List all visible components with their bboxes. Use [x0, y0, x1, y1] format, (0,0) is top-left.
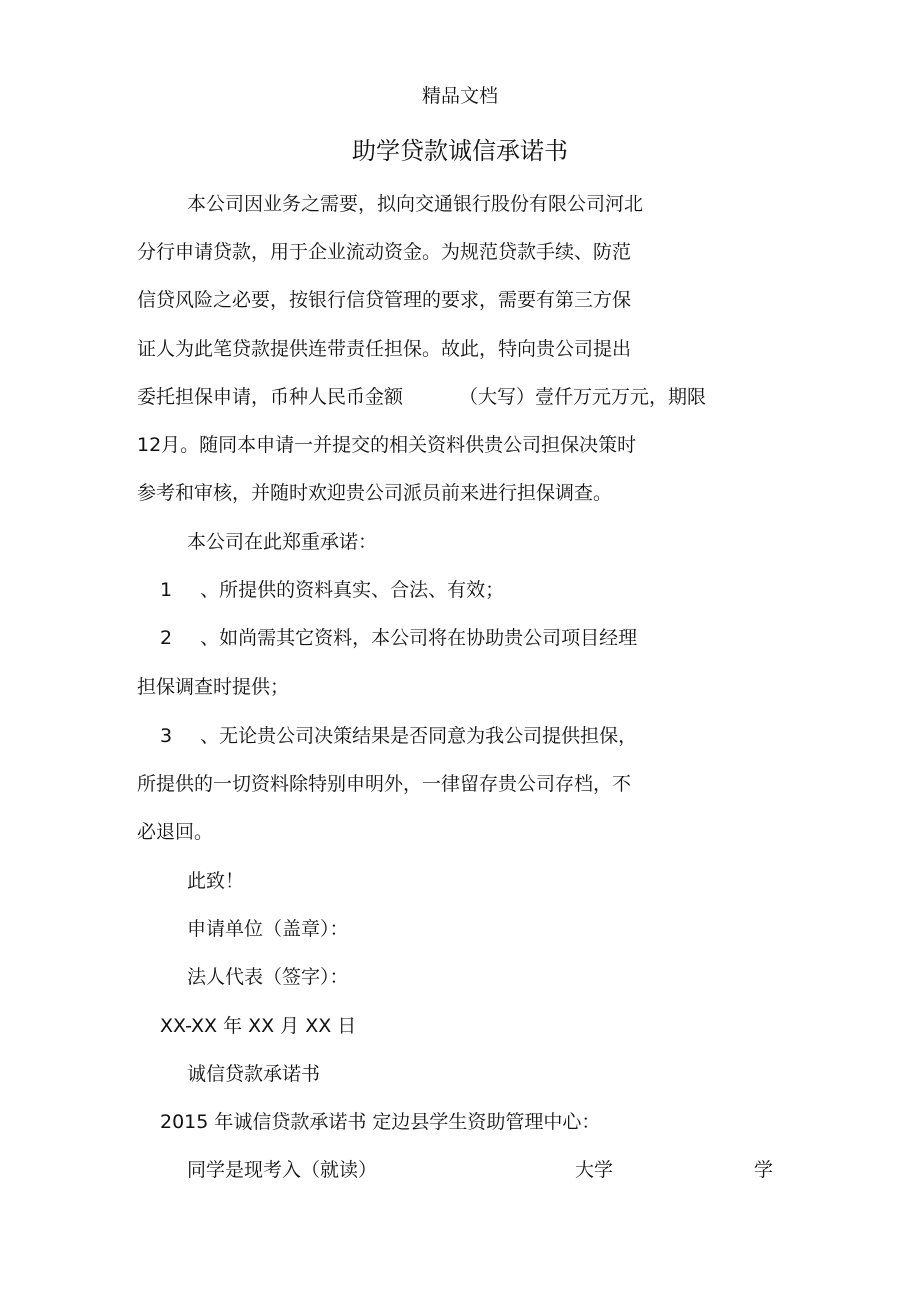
item-text: 、无论贵公司决策结果是否同意为我公司提供担保，	[200, 725, 638, 747]
item-number: 3	[160, 725, 173, 747]
promise-intro: 本公司在此郑重承诺：	[187, 531, 378, 553]
last-line	[187, 1158, 787, 1182]
para1-line6: 12月。随同本申请一并提交的相关资料供贵公司担保决策时	[137, 434, 637, 456]
para1-line7: 参考和审核，并随时欢迎贵公司派员前来进行担保调查。	[137, 482, 613, 504]
last-line-part-a: 同学是现考入（就读）	[187, 1159, 378, 1181]
para1-line3: 信贷风险之必要，按银行信贷管理的要求，需要有第三方保	[137, 289, 632, 311]
para1-line5-part1: 委托担保申请，币种人民币金额	[137, 386, 404, 408]
item-text: 、如尚需其它资料，本公司将在协助贵公司项目经理	[200, 627, 638, 649]
page-header: 精品文档	[421, 85, 498, 107]
promise-item-2-cont: 担保调查时提供；	[137, 676, 290, 698]
closing: 此致！	[187, 870, 245, 892]
promise-item-2	[160, 626, 637, 650]
date-line: XX-XX 年 XX 月 XX 日	[160, 1015, 357, 1037]
para1-line1: 本公司因业务之需要，拟向交通银行股份有限公司河北	[187, 193, 644, 215]
promise-item-3	[160, 724, 637, 748]
promise-item-3-cont2: 必退回。	[137, 821, 214, 843]
sub-title: 诚信贷款承诺书	[187, 1063, 321, 1085]
applicant-label: 申请单位（盖章）：	[187, 918, 349, 940]
para1-line5-part2: （大写）壹仟万元万元，期限	[459, 386, 707, 408]
promise-item-3-cont: 所提供的一切资料除特别申明外，一律留存贵公司存档，不	[137, 773, 632, 795]
promise-item-1	[160, 578, 504, 602]
item-text: 、所提供的资料真实、合法、有效；	[200, 579, 505, 601]
legal-rep-label: 法人代表（签字）：	[187, 966, 349, 988]
line-2015: 2015 年诚信贷款承诺书 定边县学生资助管理中心：	[160, 1111, 601, 1133]
last-line-part-b: 大学	[575, 1159, 614, 1181]
para1-line4: 证人为此笔贷款提供连带责任担保。故此，特向贵公司提出	[137, 338, 632, 360]
item-number: 2	[160, 627, 173, 649]
para1-line2: 分行申请贷款，用于企业流动资金。为规范贷款手续、防范	[137, 241, 632, 263]
document-title: 助学贷款诚信承诺书	[352, 137, 568, 165]
item-number: 1	[160, 579, 173, 601]
para1-line5	[137, 385, 706, 409]
last-line-part-c: 学	[754, 1159, 774, 1181]
